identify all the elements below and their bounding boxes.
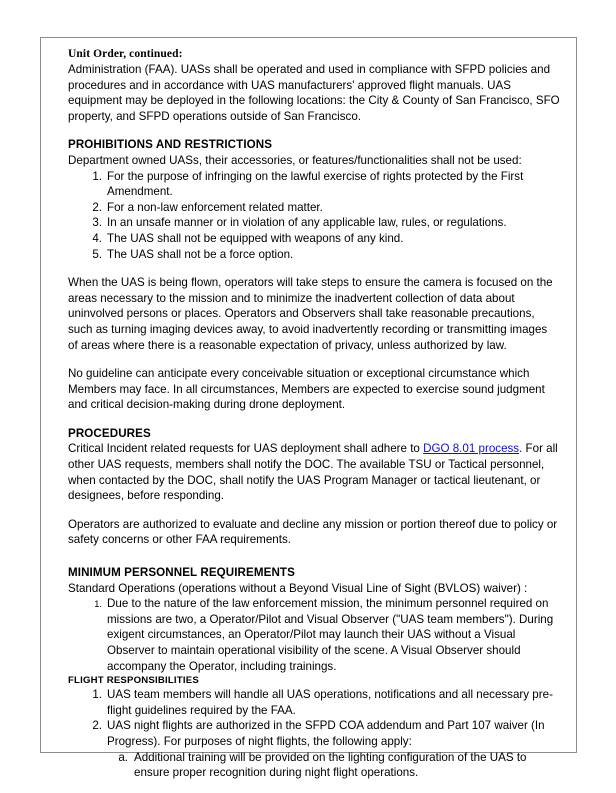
list-item-text: The UAS shall not be a force option. — [107, 247, 294, 261]
minimum-personnel-lead-in: Standard Operations (operations without a Beyond Visual Line of Sight (BVLOS) waiver) : — [68, 581, 528, 595]
list-marker: 2. — [92, 200, 102, 214]
list-item-text: UAS team members will handle all UAS operations, notifications and all necessary pre-flight guidelines required by the FAA. — [107, 688, 553, 717]
list-item-text: Due to the nature of the law enforcement mission, the minimum personnel required on missions are two, a Operator/Pilot and Visual Observer ("UAS team members"). During exigent circumstances, an Operator/Pilot may launch their UAS without a Visual Observer to maintain operational visibility of the scene. A Visual Observer should accompany the Operator, including trainings. — [107, 597, 554, 673]
minimum-personnel-list — [68, 596, 560, 674]
dgo-801-process-link[interactable]: DGO 8.01 process — [423, 442, 520, 456]
list-item-text: For the purpose of infringing on the lawful exercise of rights protected by the First Amendment. — [107, 169, 524, 199]
list-marker: 3. — [92, 216, 102, 230]
document-body — [68, 47, 560, 781]
spacer — [68, 413, 560, 426]
unit-order-continued-heading: Unit Order, continued: — [68, 48, 183, 60]
spacer — [68, 353, 560, 366]
list-item — [68, 750, 560, 781]
camera-focus-paragraph: When the UAS is being flown, operators will take steps to ensure the camera is focused on the areas necessary to the mission and to minimize the inadvertent collection of data about uninvolved persons or places. Operators and Observers shall take reasonable precautions, such as turning imaging devices away, to avoid inadvertently recording or transmitting images of areas where there is a reasonable expectation of privacy, unless authorized by law. — [68, 276, 553, 352]
list-item — [68, 169, 560, 200]
list-item-text: UAS night flights are authorized in the SFPD COA addendum and Part 107 waiver (In Progress). For purposes of night flights, the following apply: — [107, 719, 545, 748]
list-marker: 1. — [94, 599, 102, 610]
procedures-text-after-link: . For all other UAS requests, members shall notify the DOC. The available TSU or Tactical personnel, when contacted by the DOC, shall notify the UAS Program Manager or tactical lieutenant, or designees, before responding. — [68, 442, 558, 503]
prohibitions-list — [68, 169, 560, 263]
document-page — [40, 37, 577, 780]
spacer — [68, 262, 560, 275]
guideline-paragraph: No guideline can anticipate every conceivable situation or exceptional circumstance which Members may face. In all circumstances, Members are expected to exercise sound judgment and critical decision-making during drone deployment. — [68, 367, 545, 412]
section-heading-flight-responsibilities: FLIGHT RESPONSIBILITIES — [68, 675, 199, 687]
list-item-text: The UAS shall not be equipped with weapons of any kind. — [107, 231, 404, 245]
list-marker: a. — [118, 750, 128, 764]
spacer — [68, 504, 560, 517]
list-marker: 1. — [92, 688, 102, 702]
list-marker: 5. — [92, 247, 102, 261]
procedures-text-before-link: Critical Incident related requests for UAS deployment shall adhere to — [68, 442, 424, 456]
list-item-text: In an unsafe manner or in violation of any applicable law, rules, or regulations. — [107, 216, 507, 230]
list-marker: 1. — [92, 169, 102, 183]
section-heading-minimum-personnel: MINIMUM PERSONNEL REQUIREMENTS — [68, 566, 295, 580]
section-heading-prohibitions: PROHIBITIONS AND RESTRICTIONS — [68, 138, 273, 152]
procedures-paragraph — [68, 441, 560, 503]
section-heading-procedures: PROCEDURES — [68, 426, 151, 440]
operators-authorized-paragraph: Operators are authorized to evaluate and decline any mission or portion thereof due to policy or safety concerns or other FAA requirements. — [68, 517, 558, 547]
list-item — [68, 596, 560, 674]
list-marker: 2. — [92, 719, 102, 733]
prohibitions-lead-in: Department owned UASs, their accessories, or features/functionalities shall not be used: — [68, 153, 522, 167]
list-item — [68, 200, 560, 216]
list-item — [68, 231, 560, 247]
list-item-text: For a non-law enforcement related matter. — [107, 200, 323, 214]
spacer — [68, 548, 560, 561]
list-item-text: Additional training will be provided on the lighting configuration of the UAS to ensure proper recognition during night flight operations. — [134, 750, 527, 780]
intro-paragraph: Administration (FAA). UASs shall be operated and used in compliance with SFPD policies and procedures and in accordance with UAS manufacturers' approved flight manuals. UAS equipment may be deployed in the following locations: the City & County of San Francisco, SFO property, and SFPD operations outside of San Francisco. — [68, 63, 560, 123]
flight-responsibilities-sublist — [68, 750, 560, 781]
list-marker: 4. — [92, 231, 102, 245]
spacer — [68, 124, 560, 137]
list-item — [68, 247, 560, 263]
list-item — [68, 687, 560, 718]
flight-responsibilities-list — [68, 687, 560, 749]
list-item — [68, 215, 560, 231]
list-item — [68, 718, 560, 749]
